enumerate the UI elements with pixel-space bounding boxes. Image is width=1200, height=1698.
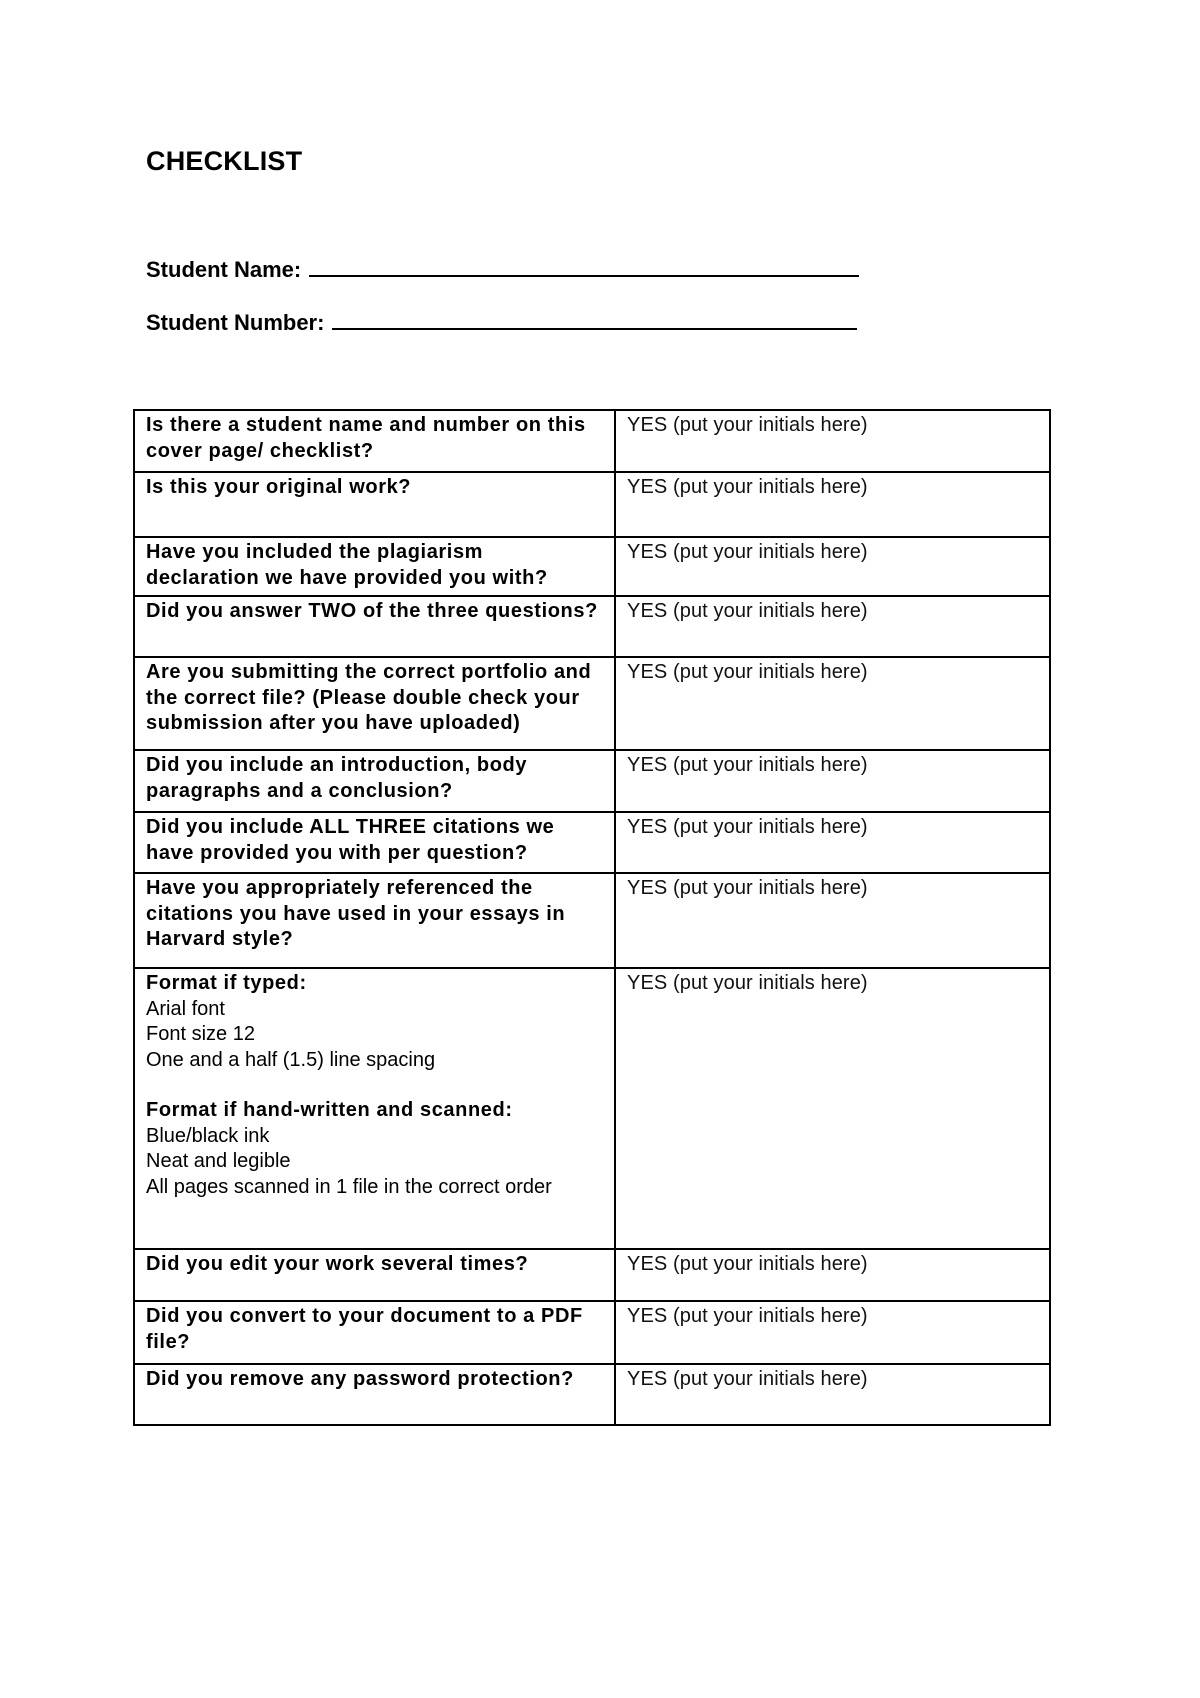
table-row <box>134 472 1050 537</box>
answer-cell[interactable] <box>615 750 1050 812</box>
format-handwritten-item: Neat and legible <box>146 1150 291 1172</box>
answer-cell[interactable] <box>615 1301 1050 1364</box>
table-row <box>134 596 1050 657</box>
answer-text: YES (put your initials here) <box>627 476 868 498</box>
table-row <box>134 657 1050 750</box>
student-name-label: Student Name: <box>146 257 302 282</box>
answer-cell[interactable] <box>615 812 1050 873</box>
answer-cell[interactable] <box>615 873 1050 968</box>
answer-cell[interactable] <box>615 1364 1050 1425</box>
answer-text: YES (put your initials here) <box>627 1305 868 1327</box>
answer-cell[interactable] <box>615 1249 1050 1301</box>
format-handwritten-item: Blue/black ink <box>146 1124 270 1147</box>
question-text: Is this your original work? <box>146 476 412 498</box>
answer-text: YES (put your initials here) <box>627 1368 868 1390</box>
question-text: Have you included the plagiarism declaration we have provided you with? <box>146 541 548 589</box>
answer-cell[interactable] <box>615 657 1050 750</box>
question-cell <box>134 657 615 750</box>
question-cell <box>134 1249 615 1301</box>
question-cell <box>134 410 615 472</box>
student-number-blank-line[interactable] <box>332 306 857 330</box>
question-cell <box>134 1364 615 1425</box>
question-text: Did you include ALL THREE citations we have provided you with per question? <box>146 816 555 864</box>
answer-cell[interactable] <box>615 472 1050 537</box>
question-text: Is there a student name and number on this cover page/ checklist? <box>146 414 586 462</box>
question-text: Did you answer TWO of the three questions? <box>146 600 598 622</box>
table-row <box>134 1301 1050 1364</box>
format-typed-heading: Format if typed: <box>146 972 307 994</box>
question-text: Did you remove any password protection? <box>146 1368 574 1390</box>
answer-text: YES (put your initials here) <box>627 600 868 622</box>
student-number-label: Student Number: <box>146 310 325 335</box>
student-name-field[interactable] <box>146 253 859 283</box>
answer-text: YES (put your initials here) <box>627 816 868 838</box>
table-row-format <box>134 968 1050 1249</box>
answer-cell[interactable] <box>615 537 1050 596</box>
answer-cell[interactable] <box>615 596 1050 657</box>
answer-text: YES (put your initials here) <box>627 1253 868 1275</box>
format-cell <box>134 968 615 1249</box>
question-cell <box>134 873 615 968</box>
answer-text: YES (put your initials here) <box>627 414 868 436</box>
table-row <box>134 1249 1050 1301</box>
format-handwritten-heading: Format if hand-written and scanned: <box>146 1099 513 1121</box>
question-cell <box>134 1301 615 1364</box>
answer-text: YES (put your initials here) <box>627 661 868 683</box>
question-text: Have you appropriately referenced the citations you have used in your essays in Harvard style? <box>146 877 566 950</box>
answer-text: YES (put your initials here) <box>627 877 868 899</box>
question-cell <box>134 750 615 812</box>
question-text: Did you convert to your document to a PDF file? <box>146 1305 583 1353</box>
answer-text: YES (put your initials here) <box>627 972 868 994</box>
format-handwritten-item: All pages scanned in 1 file in the correct order <box>146 1175 552 1198</box>
checklist-table <box>133 409 1051 1426</box>
question-cell <box>134 537 615 596</box>
question-text: Did you include an introduction, body paragraphs and a conclusion? <box>146 754 528 802</box>
question-text: Are you submitting the correct portfolio and the correct file? (Please double check your submission after you have uploaded) <box>146 661 592 734</box>
answer-cell[interactable] <box>615 968 1050 1249</box>
question-cell <box>134 596 615 657</box>
page-title: CHECKLIST <box>146 146 303 176</box>
question-text: Did you edit your work several times? <box>146 1253 529 1275</box>
student-number-field[interactable] <box>146 306 857 336</box>
table-row <box>134 410 1050 472</box>
answer-text: YES (put your initials here) <box>627 754 868 776</box>
table-row <box>134 812 1050 873</box>
table-row <box>134 537 1050 596</box>
question-cell <box>134 472 615 537</box>
table-row <box>134 750 1050 812</box>
format-spacer <box>146 1073 602 1098</box>
format-typed-item: Font size 12 <box>146 1023 255 1045</box>
format-typed-item: Arial font <box>146 997 225 1020</box>
format-typed-item: One and a half (1.5) line spacing <box>146 1048 436 1071</box>
table-row <box>134 873 1050 968</box>
question-cell <box>134 812 615 873</box>
student-name-blank-line[interactable] <box>309 253 859 277</box>
answer-cell[interactable] <box>615 410 1050 472</box>
table-row <box>134 1364 1050 1425</box>
answer-text: YES (put your initials here) <box>627 541 868 563</box>
